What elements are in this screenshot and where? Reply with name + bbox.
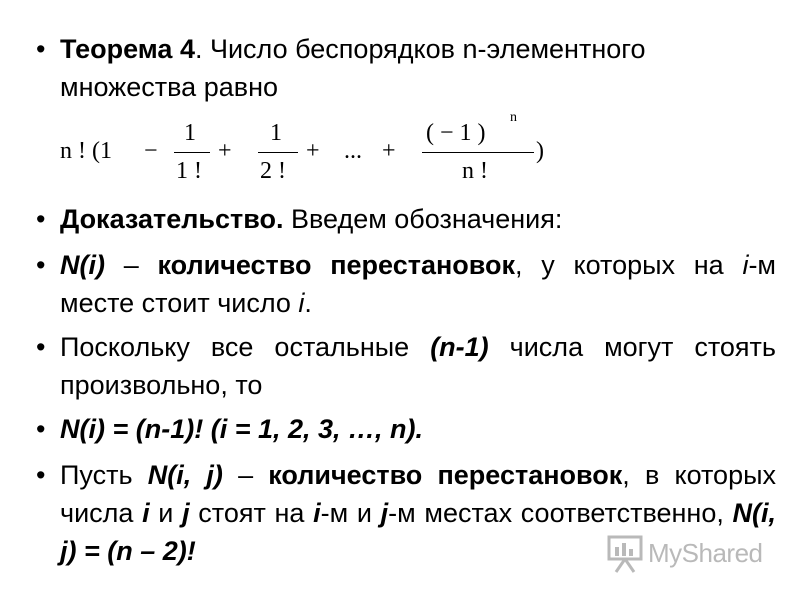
ni-bold-phrase: количество перестановок bbox=[157, 250, 516, 280]
since-expr: (n-1) bbox=[430, 332, 489, 362]
ni-index-1: i bbox=[742, 250, 749, 280]
bullet: • bbox=[36, 460, 46, 490]
formula-prefix: n ! (1 bbox=[60, 138, 112, 164]
nij-i-2: i bbox=[313, 498, 321, 528]
ni-definition-item bbox=[36, 246, 776, 322]
nij-text-4: стоят на bbox=[189, 498, 314, 528]
watermark-text: MyShared bbox=[648, 538, 763, 568]
nij-text-6: -м местах соответственно, bbox=[388, 498, 733, 528]
nij-bold-phrase: количество перестановок bbox=[268, 460, 623, 490]
frac2-numerator: 1 bbox=[270, 120, 282, 146]
nij-text-3: и bbox=[149, 498, 183, 528]
nij-symbol: N(i, j) bbox=[147, 460, 223, 490]
bullet: • bbox=[36, 414, 46, 444]
formula-plus-2: + bbox=[306, 138, 320, 164]
since-item bbox=[36, 328, 776, 404]
ni-symbol: N(i) bbox=[60, 250, 105, 280]
proof-text bbox=[60, 200, 776, 238]
ni-text-2: -м месте стоит число bbox=[60, 250, 776, 318]
proof-label: Доказательство. bbox=[60, 204, 284, 234]
proof-body: Введем обозначения: bbox=[283, 204, 563, 234]
frac2-denominator: 2 ! bbox=[260, 158, 286, 184]
frac3-bar bbox=[422, 152, 534, 153]
formula-plus-1: + bbox=[218, 138, 232, 164]
formula-dots: ... bbox=[344, 138, 362, 164]
nij-text-1: Пусть bbox=[60, 460, 148, 490]
myshared-watermark bbox=[606, 530, 776, 576]
frac3-numerator: ( − 1 ) bbox=[426, 120, 486, 146]
nij-dash: – bbox=[222, 460, 269, 490]
proof-item bbox=[36, 200, 776, 238]
ni-dash: – bbox=[104, 250, 158, 280]
theorem-label: Теорема 4 bbox=[60, 34, 195, 64]
since-text-2: числа могут стоять произвольно, то bbox=[60, 332, 776, 400]
nij-result: N(i, j) = (n – 2)! bbox=[60, 498, 777, 566]
bullet: • bbox=[36, 250, 46, 280]
theorem-text bbox=[60, 30, 776, 106]
nij-text-2: , в которых числа bbox=[60, 460, 776, 528]
ni-formula-item bbox=[36, 410, 776, 448]
nij-text-5: -м и bbox=[320, 498, 381, 528]
ni-index-2: i bbox=[298, 288, 305, 318]
ni-formula: N(i) = (n-1)! (i = 1, 2, 3, …, n). bbox=[60, 414, 424, 444]
frac3-denominator: n ! bbox=[462, 158, 488, 184]
nij-i: i bbox=[142, 498, 150, 528]
since-text-1: Поскольку все остальные bbox=[60, 332, 431, 362]
bullet: • bbox=[36, 204, 46, 234]
nij-j-2: j bbox=[380, 498, 389, 528]
theorem-item bbox=[36, 30, 776, 106]
theorem-body: . Число беспорядков n-элементного множества равно bbox=[60, 34, 646, 102]
frac2-bar bbox=[258, 152, 298, 153]
formula-close: ) bbox=[536, 138, 544, 164]
frac1-numerator: 1 bbox=[184, 120, 196, 146]
ni-definition-text bbox=[60, 246, 776, 322]
frac3-exponent: n bbox=[510, 110, 517, 125]
ni-end: . bbox=[304, 288, 312, 318]
bullet: • bbox=[36, 34, 46, 64]
derangement-formula bbox=[60, 110, 560, 194]
bullet: • bbox=[36, 332, 46, 362]
nij-j: j bbox=[182, 498, 190, 528]
presentation-board-icon bbox=[606, 534, 644, 574]
formula-plus-3: + bbox=[382, 138, 396, 164]
since-text bbox=[60, 328, 776, 404]
formula-minus: − bbox=[144, 138, 158, 164]
frac1-denominator: 1 ! bbox=[176, 158, 202, 184]
frac1-bar bbox=[174, 152, 210, 153]
ni-text-1: , у которых на bbox=[515, 250, 743, 280]
